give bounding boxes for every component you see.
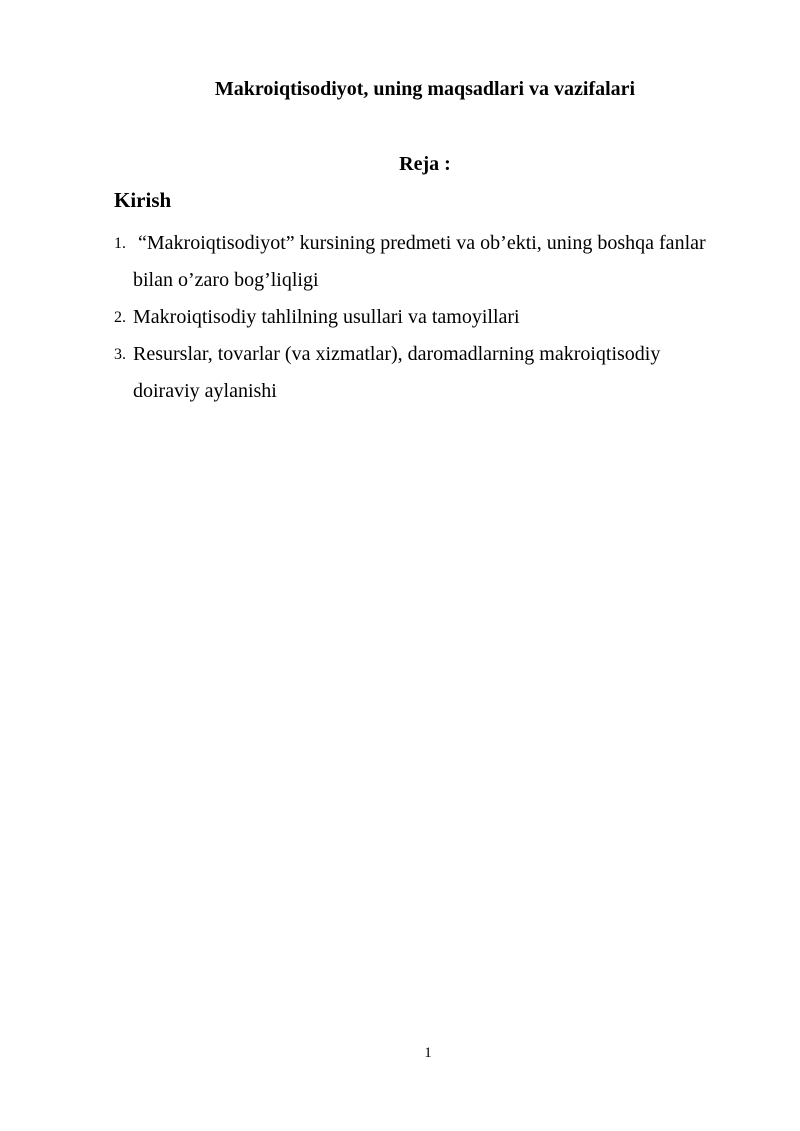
plan-item-number: 3. bbox=[114, 346, 126, 363]
plan-item-3 bbox=[114, 336, 714, 410]
page-number: 1 bbox=[424, 1045, 432, 1061]
plan-item-text: Makroiqtisodiy tahlilning usullari va tamoyillari bbox=[133, 306, 520, 328]
plan-heading: Reja : bbox=[399, 153, 451, 175]
plan-item-text: Resurslar, tovarlar (va xizmatlar), daromadlarning makroiqtisodiy doiraviy aylanishi bbox=[133, 343, 661, 402]
plan-item-2 bbox=[114, 299, 714, 336]
plan-item-1 bbox=[114, 225, 714, 299]
plan-item-text: “Makroiqtisodiyot” kursining predmeti va ob’ekti, uning boshqa fanlar bilan o’zaro bog’liqligi bbox=[133, 232, 711, 291]
plan-item-number: 1. bbox=[114, 235, 126, 252]
plan-item-number: 2. bbox=[114, 309, 126, 326]
document-title: Makroiqtisodiyot, uning maqsadlari va vazifalari bbox=[214, 78, 636, 100]
intro-heading: Kirish bbox=[114, 188, 172, 212]
plan-list bbox=[114, 225, 714, 410]
